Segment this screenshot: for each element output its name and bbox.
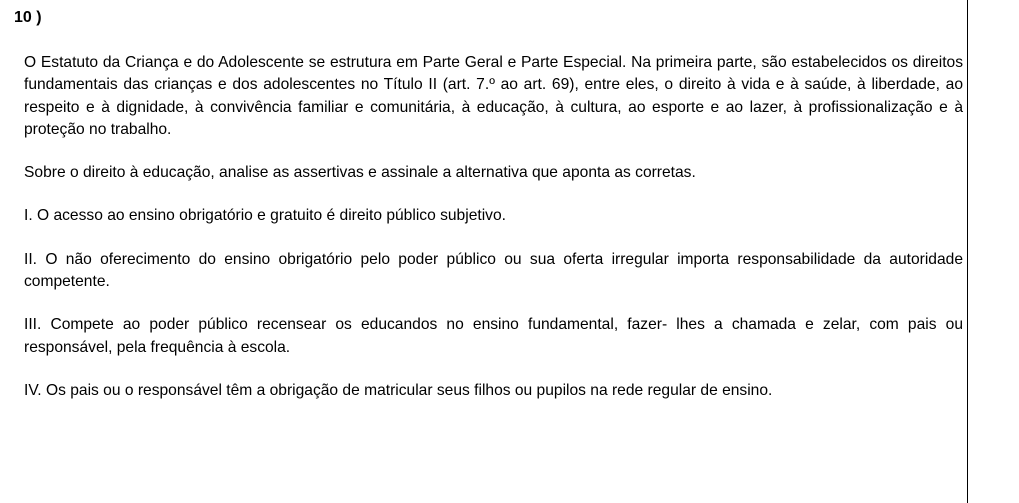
assertion-3: III. Compete ao poder público recensear os educandos no ensino fundamental, fazer- lhes a chamada e zelar, com pais ou responsável, pela frequência à escola. bbox=[24, 316, 963, 356]
question-content bbox=[24, 52, 963, 423]
assertion-4: IV. Os pais ou o responsável têm a obrigação de matricular seus filhos ou pupilos na rede regular de ensino. bbox=[24, 381, 773, 399]
question-prompt: Sobre o direito à educação, analise as assertivas e assinale a alternativa que aponta as corretas. bbox=[24, 164, 696, 182]
question-intro: O Estatuto da Criança e do Adolescente se estrutura em Parte Geral e Parte Especial. Na primeira parte, são estabelecidos os direitos fundamentais das crianças e dos adolescentes no Título II (art. 7.º ao art. 69), entre eles, o direito à vida e à saúde, à liberdade, ao respeito e à dignidade, à convivência familiar e comunitária, à educação, à cultura, ao esporte e ao lazer, à profissionalização e à proteção no trabalho. bbox=[24, 54, 963, 138]
assertion-1: I. O acesso ao ensino obrigatório e gratuito é direito público subjetivo. bbox=[24, 207, 506, 225]
assertion-2: II. O não oferecimento do ensino obrigatório pelo poder público ou sua oferta irregular importa responsabilidade da autoridade competente. bbox=[24, 250, 963, 291]
question-number: 10 ) bbox=[14, 9, 42, 26]
